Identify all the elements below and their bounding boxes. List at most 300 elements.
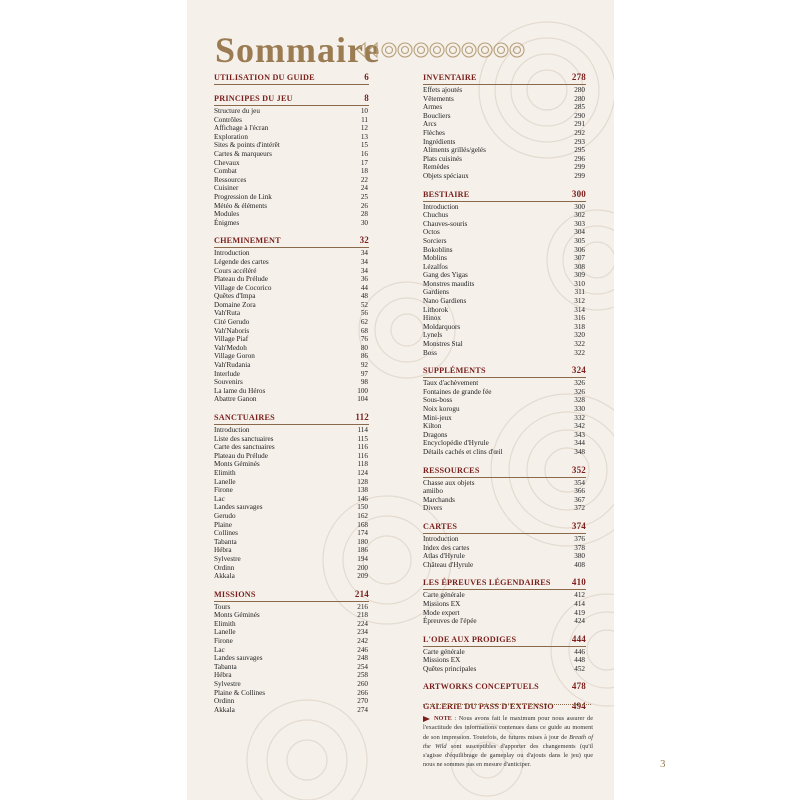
toc-entry-label: Sylvestre xyxy=(214,680,241,689)
title-ornament-band xyxy=(357,40,527,60)
toc-entry-label: Souvenirs xyxy=(214,378,243,387)
toc-entry-page: 18 xyxy=(360,167,368,176)
toc-entry-label: Chauves-souris xyxy=(423,219,468,228)
toc-section xyxy=(214,72,369,85)
toc-entry-label: Fontaines de grande fée xyxy=(423,387,492,396)
toc-entry[interactable] xyxy=(423,288,586,297)
toc-entry-page: 16 xyxy=(360,149,368,158)
toc-entry[interactable] xyxy=(214,275,369,284)
toc-entry[interactable] xyxy=(214,671,369,680)
toc-entry[interactable] xyxy=(214,486,369,495)
toc-entry-page: 114 xyxy=(357,426,368,434)
toc-entry[interactable] xyxy=(214,193,369,202)
toc-entry-page: 300 xyxy=(574,202,585,211)
toc-entry-page: 270 xyxy=(357,697,368,706)
toc-entry-label: Introduction xyxy=(214,249,250,258)
toc-section-heading[interactable]: MISSIONS 214 xyxy=(214,589,369,602)
toc-entry-label: Cité Gerudo xyxy=(214,318,250,327)
toc-entry-page: 52 xyxy=(360,300,368,309)
toc-entry[interactable] xyxy=(214,167,369,176)
toc-entry-list xyxy=(423,591,586,625)
toc-entry[interactable] xyxy=(214,395,369,404)
note-divider xyxy=(423,704,591,705)
toc-entry[interactable] xyxy=(214,460,369,469)
toc-entry[interactable] xyxy=(214,603,369,612)
toc-entry-label: Ordinn xyxy=(214,563,235,572)
toc-entry-label: Elimith xyxy=(214,619,236,628)
toc-entry[interactable] xyxy=(423,379,586,388)
toc-section-heading[interactable]: GALERIE DU PASS D'EXTENSIO 494 xyxy=(423,701,586,712)
toc-entry-page: 424 xyxy=(574,617,585,626)
toc-entry[interactable] xyxy=(214,546,369,555)
toc-entry-label: Carte générale xyxy=(423,591,465,600)
toc-entry[interactable] xyxy=(423,211,586,220)
toc-entry-page: 448 xyxy=(574,656,585,665)
toc-entry[interactable] xyxy=(423,479,586,488)
toc-entry-page: 115 xyxy=(357,434,368,443)
toc-entry-label: Quêtes d'Impa xyxy=(214,292,256,301)
toc-entry-label: Sorciers xyxy=(423,236,447,245)
toc-entry-page: 372 xyxy=(574,504,585,513)
toc-entry[interactable] xyxy=(214,426,369,435)
toc-entry-label: Vah'Ruta xyxy=(214,309,241,318)
toc-entry[interactable] xyxy=(423,431,586,440)
toc-entry-label: Tabanta xyxy=(214,537,237,546)
toc-section xyxy=(423,521,586,569)
toc-entry[interactable] xyxy=(214,620,369,629)
toc-entry-label: Landes sauvages xyxy=(214,503,263,512)
toc-entry-label: Vah'Rudania xyxy=(214,361,251,370)
toc-entry[interactable] xyxy=(423,297,586,306)
toc-entry-page: 258 xyxy=(357,671,368,680)
toc-entry-label: Objets spéciaux xyxy=(423,171,469,180)
toc-entry-page: 146 xyxy=(357,494,368,503)
toc-entry-page: 280 xyxy=(574,86,585,94)
toc-entry[interactable] xyxy=(423,331,586,340)
toc-entry-label: Carte des sanctuaires xyxy=(214,443,275,452)
toc-entry[interactable] xyxy=(214,159,369,168)
toc-entry[interactable] xyxy=(214,646,369,655)
toc-entry[interactable] xyxy=(214,176,369,185)
toc-entry-page: 293 xyxy=(574,137,585,146)
toc-entry-label: Modules xyxy=(214,210,240,219)
toc-entry[interactable] xyxy=(423,561,586,570)
toc-entry-label: Octos xyxy=(423,228,440,237)
toc-entry-page: 296 xyxy=(574,154,585,163)
toc-entry-page: 234 xyxy=(357,628,368,637)
toc-entry[interactable] xyxy=(214,654,369,663)
toc-entry[interactable] xyxy=(423,228,586,237)
toc-entry[interactable] xyxy=(423,349,586,358)
toc-entry-label: Gardiens xyxy=(423,288,449,297)
toc-entry-label: Hinox xyxy=(423,314,441,323)
toc-entry-label: Chasse aux objets xyxy=(423,478,475,487)
toc-entry[interactable] xyxy=(214,443,369,452)
toc-entry[interactable] xyxy=(214,210,369,219)
toc-entry-list xyxy=(214,107,369,227)
toc-entry-page: 316 xyxy=(574,314,585,323)
toc-section-heading[interactable]: CHEMINEMENT 32 xyxy=(214,235,369,248)
toc-entry-label: Chuchus xyxy=(423,211,449,220)
toc-entry[interactable] xyxy=(214,538,369,547)
toc-entry[interactable] xyxy=(423,86,586,95)
toc-entry[interactable] xyxy=(423,220,586,229)
toc-entry-page: 80 xyxy=(360,343,368,352)
toc-entry[interactable] xyxy=(214,184,369,193)
toc-entry-page: 348 xyxy=(574,447,585,456)
toc-entry-label: Introduction xyxy=(214,426,250,434)
toc-entry[interactable] xyxy=(214,318,369,327)
toc-entry[interactable] xyxy=(423,617,586,626)
toc-entry[interactable] xyxy=(423,112,586,121)
toc-entry[interactable] xyxy=(423,263,586,272)
toc-entry[interactable] xyxy=(214,107,369,116)
toc-entry[interactable] xyxy=(423,163,586,172)
toc-entry-page: 343 xyxy=(574,430,585,439)
toc-entry[interactable] xyxy=(214,495,369,504)
toc-entry[interactable] xyxy=(214,361,369,370)
toc-entry-label: Carte générale xyxy=(423,647,465,656)
toc-entry-label: Détails cachés et clins d'œil xyxy=(423,447,503,456)
toc-entry[interactable] xyxy=(214,378,369,387)
toc-entry-page: 274 xyxy=(357,705,368,714)
toc-entry[interactable] xyxy=(423,340,586,349)
toc-entry[interactable] xyxy=(423,544,586,553)
toc-entry-page: 367 xyxy=(574,495,585,504)
note-arrow-icon xyxy=(423,715,432,723)
toc-entry-page: 44 xyxy=(360,283,368,292)
toc-entry-label: Elimith xyxy=(214,468,236,477)
toc-entry[interactable] xyxy=(214,503,369,512)
toc-entry-label: Interlude xyxy=(214,369,240,378)
toc-entry-label: Plateau du Prélude xyxy=(214,275,268,284)
toc-entry-label: Lynels xyxy=(423,331,443,340)
toc-entry-label: Marchands xyxy=(423,495,455,504)
toc-entry-label: Cuisiner xyxy=(214,184,239,193)
toc-entry-label: Noix korogu xyxy=(423,405,460,413)
toc-entry-page: 380 xyxy=(574,552,585,561)
guide-page xyxy=(187,0,614,800)
toc-entry-page: 68 xyxy=(360,326,368,335)
toc-entry-label: Village Goron xyxy=(214,352,255,361)
toc-entry-page: 246 xyxy=(357,645,368,654)
toc-entry[interactable] xyxy=(214,611,369,620)
toc-entry[interactable] xyxy=(214,452,369,461)
toc-entry-label: Progression de Link xyxy=(214,192,272,201)
toc-entry-label: Divers xyxy=(423,504,443,513)
toc-entry[interactable] xyxy=(214,267,369,276)
toc-entry[interactable] xyxy=(423,254,586,263)
toc-entry-page: 332 xyxy=(574,413,585,422)
toc-entry-label: Vah'Medoh xyxy=(214,343,247,352)
toc-entry[interactable] xyxy=(214,387,369,396)
toc-entry-page: 97 xyxy=(360,369,368,378)
toc-entry-page: 304 xyxy=(574,228,585,237)
toc-entry-label: Lithorok xyxy=(423,305,449,314)
toc-entry-page: 242 xyxy=(357,637,368,646)
toc-entry-label: Monts Géminés xyxy=(214,611,260,620)
toc-entry[interactable] xyxy=(423,138,586,147)
toc-entry[interactable] xyxy=(423,422,586,431)
toc-entry-label: Collines xyxy=(214,529,238,538)
toc-entry-page: 366 xyxy=(574,487,585,496)
toc-entry[interactable] xyxy=(423,95,586,104)
toc-section-heading[interactable]: PRINCIPES DU JEU 8 xyxy=(214,93,369,106)
toc-entry-label: Missions EX xyxy=(423,656,461,665)
toc-section-heading[interactable]: SANCTUAIRES 112 xyxy=(214,412,369,425)
toc-section xyxy=(423,189,586,358)
toc-entry-page: 342 xyxy=(574,422,585,431)
toc-entry[interactable] xyxy=(423,172,586,181)
toc-entry-page: 12 xyxy=(360,124,368,133)
toc-entry-label: Flèches xyxy=(423,128,445,137)
toc-entry-label: Aliments grillés/gelés xyxy=(423,146,486,155)
toc-entry-page: 290 xyxy=(574,111,585,120)
toc-entry-label: Moldarquors xyxy=(423,322,461,331)
toc-entry[interactable] xyxy=(214,258,369,267)
toc-entry[interactable] xyxy=(423,314,586,323)
toc-section xyxy=(214,235,369,404)
toc-section xyxy=(423,634,586,674)
toc-entry[interactable] xyxy=(423,120,586,129)
toc-entry-label: Plats cuisinés xyxy=(423,154,462,163)
toc-entry-list xyxy=(423,535,586,569)
toc-entry-page: 100 xyxy=(357,386,368,395)
toc-entry[interactable] xyxy=(214,435,369,444)
toc-entry[interactable] xyxy=(214,521,369,530)
toc-entry-label: Quêtes principales xyxy=(423,664,477,673)
toc-section-heading[interactable]: INVENTAIRE 278 xyxy=(423,72,586,85)
toc-entry[interactable] xyxy=(423,665,586,674)
toc-entry-page: 76 xyxy=(360,335,368,344)
toc-entry-label: Introduction xyxy=(423,534,459,543)
toc-entry[interactable] xyxy=(423,323,586,332)
toc-entry-page: 326 xyxy=(574,387,585,396)
toc-entry-label: Taux d'achèvement xyxy=(423,379,479,388)
toc-section xyxy=(423,72,586,181)
toc-entry-label: Firone xyxy=(214,486,233,495)
toc-entry[interactable] xyxy=(214,335,369,344)
toc-entry[interactable] xyxy=(423,439,586,448)
toc-entry-label: Hébra xyxy=(214,546,232,555)
toc-entry[interactable] xyxy=(423,271,586,280)
toc-entry[interactable] xyxy=(423,552,586,561)
toc-entry-label: Moblins xyxy=(423,254,447,263)
toc-entry-label: Tabanta xyxy=(214,662,237,671)
toc-entry-list xyxy=(423,379,586,456)
toc-entry[interactable] xyxy=(214,637,369,646)
toc-entry-page: 28 xyxy=(360,210,368,219)
toc-entry[interactable] xyxy=(214,327,369,336)
toc-entry-label: Sous-boss xyxy=(423,396,453,405)
toc-entry[interactable] xyxy=(423,146,586,155)
toc-entry-page: 412 xyxy=(574,591,585,600)
toc-entry[interactable] xyxy=(214,529,369,538)
toc-entry-list xyxy=(423,86,586,181)
toc-entry[interactable] xyxy=(423,405,586,414)
toc-section xyxy=(423,465,586,513)
toc-entry[interactable] xyxy=(214,478,369,487)
toc-entry[interactable] xyxy=(423,246,586,255)
toc-entry[interactable] xyxy=(423,388,586,397)
toc-entry[interactable] xyxy=(214,697,369,706)
toc-entry[interactable] xyxy=(423,155,586,164)
toc-entry-page: 322 xyxy=(574,340,585,349)
toc-entry[interactable] xyxy=(423,656,586,665)
toc-entry[interactable] xyxy=(214,116,369,125)
toc-entry-page: 303 xyxy=(574,219,585,228)
toc-entry-label: Mode expert xyxy=(423,608,460,617)
toc-entry[interactable] xyxy=(423,448,586,457)
toc-entry-page: 248 xyxy=(357,654,368,663)
toc-entry-label: Monstres maudits xyxy=(423,279,475,288)
toc-entry-page: 138 xyxy=(357,486,368,495)
toc-entry-page: 291 xyxy=(574,120,585,129)
toc-section xyxy=(423,577,586,625)
toc-entry-label: Lac xyxy=(214,645,225,654)
toc-entry[interactable] xyxy=(214,512,369,521)
toc-entry[interactable] xyxy=(214,301,369,310)
toc-entry[interactable] xyxy=(214,628,369,637)
toc-entry-page: 13 xyxy=(360,132,368,141)
toc-entry[interactable] xyxy=(214,706,369,715)
toc-entry-page: 280 xyxy=(574,94,585,103)
toc-entry[interactable] xyxy=(423,414,586,423)
toc-entry-label: Exploration xyxy=(214,132,248,141)
toc-entry[interactable] xyxy=(423,203,586,212)
toc-entry-page: 180 xyxy=(357,537,368,546)
toc-entry[interactable] xyxy=(214,689,369,698)
toc-entry-label: Météo & éléments xyxy=(214,201,268,210)
toc-section xyxy=(214,412,369,581)
toc-entry-page: 419 xyxy=(574,608,585,617)
toc-entry-label: Sites & points d'intérêt xyxy=(214,141,280,150)
toc-entry[interactable] xyxy=(214,292,369,301)
toc-entry[interactable] xyxy=(423,591,586,600)
toc-entry-page: 330 xyxy=(574,405,585,413)
toc-entry[interactable] xyxy=(214,133,369,142)
toc-entry[interactable] xyxy=(214,219,369,228)
toc-entry-label: Akkala xyxy=(214,572,235,581)
toc-entry[interactable] xyxy=(423,103,586,112)
toc-entry-page: 314 xyxy=(574,305,585,314)
toc-entry[interactable] xyxy=(214,564,369,573)
toc-entry-page: 24 xyxy=(360,184,368,193)
toc-entry[interactable] xyxy=(214,202,369,211)
toc-section-heading[interactable]: L'ODE AUX PRODIGES 444 xyxy=(423,634,586,647)
toc-entry-label: Affichage à l'écran xyxy=(214,124,269,133)
toc-section-heading[interactable]: CARTES 374 xyxy=(423,521,586,534)
toc-entry-label: Firone xyxy=(214,637,233,646)
toc-entry-label: Combat xyxy=(214,167,237,176)
toc-entry[interactable] xyxy=(423,535,586,544)
toc-section-heading[interactable]: SUPPLÉMENTS 324 xyxy=(423,365,586,378)
toc-entry-label: Cartes & marqueurs xyxy=(214,149,272,158)
toc-entry[interactable] xyxy=(214,141,369,150)
toc-entry-page: 310 xyxy=(574,279,585,288)
toc-entry-label: Abattre Ganon xyxy=(214,395,257,404)
toc-entry-page: 56 xyxy=(360,309,368,318)
toc-entry[interactable] xyxy=(423,280,586,289)
toc-entry[interactable] xyxy=(214,572,369,581)
toc-entry-page: 150 xyxy=(357,503,368,512)
toc-entry-page: 322 xyxy=(574,348,585,357)
toc-entry-page: 104 xyxy=(357,395,368,404)
toc-entry[interactable] xyxy=(214,555,369,564)
toc-entry-page: 200 xyxy=(357,563,368,572)
toc-entry-label: Boucliers xyxy=(423,111,451,120)
toc-entry-label: Chevaux xyxy=(214,158,240,167)
toc-entry[interactable] xyxy=(214,309,369,318)
toc-entry[interactable] xyxy=(423,237,586,246)
toc-entry-page: 124 xyxy=(357,468,368,477)
toc-entry[interactable] xyxy=(423,487,586,496)
toc-entry-page: 266 xyxy=(357,688,368,697)
toc-entry-label: Épreuves de l'épée xyxy=(423,617,477,626)
toc-entry-page: 446 xyxy=(574,647,585,656)
toc-entry[interactable] xyxy=(214,370,369,379)
toc-entry[interactable] xyxy=(423,504,586,513)
toc-section-heading[interactable]: ARTWORKS CONCEPTUELS 478 xyxy=(423,681,586,692)
toc-entry-label: Dragons xyxy=(423,430,448,439)
toc-entry[interactable] xyxy=(214,344,369,353)
toc-entry-label: Plaine & Collines xyxy=(214,688,266,697)
toc-entry-page: 305 xyxy=(574,236,585,245)
toc-entry-page: 186 xyxy=(357,546,368,555)
toc-entry[interactable] xyxy=(214,469,369,478)
toc-entry[interactable] xyxy=(214,249,369,258)
toc-entry-page: 26 xyxy=(360,201,368,210)
toc-section-heading[interactable]: LES ÉPREUVES LÉGENDAIRES 410 xyxy=(423,577,586,590)
note-text-2: sont susceptibles d'apporter des changements (qu'il s'agisse d'équilibrage de gameplay ou d'ajouts dans le jeu) que nous ne sommes pas en mesure d'anticiper. xyxy=(423,742,593,769)
toc-entry[interactable] xyxy=(214,150,369,159)
toc-entry-page: 15 xyxy=(360,141,368,150)
toc-entry-page: 11 xyxy=(361,115,368,124)
page-title: Sommaire xyxy=(215,30,381,70)
toc-entry[interactable] xyxy=(423,600,586,609)
toc-entry[interactable] xyxy=(423,496,586,505)
toc-entry-page: 414 xyxy=(574,599,585,608)
toc-entry[interactable] xyxy=(214,663,369,672)
toc-entry[interactable] xyxy=(423,306,586,315)
toc-entry-label: Remèdes xyxy=(423,163,450,172)
toc-entry-label: Index des cartes xyxy=(423,543,470,552)
toc-entry[interactable] xyxy=(423,129,586,138)
toc-entry[interactable] xyxy=(423,648,586,657)
toc-entry[interactable] xyxy=(423,396,586,405)
toc-entry-page: 354 xyxy=(574,478,585,487)
toc-entry-label: Monstres Stal xyxy=(423,340,463,349)
toc-entry[interactable] xyxy=(214,680,369,689)
toc-section-heading[interactable]: UTILISATION DU GUIDE 6 xyxy=(214,72,369,85)
toc-entry[interactable] xyxy=(214,124,369,133)
toc-section-heading[interactable]: RESSOURCES 352 xyxy=(423,465,586,478)
toc-entry-label: Nano Gardiens xyxy=(423,297,467,306)
toc-section-heading[interactable]: BESTIAIRE 300 xyxy=(423,189,586,202)
toc-entry-label: Village Piaf xyxy=(214,335,249,344)
toc-entry-page: 302 xyxy=(574,211,585,220)
toc-entry-label: Atlas d'Hyrule xyxy=(423,552,465,561)
page-number: 3 xyxy=(660,758,666,770)
toc-entry[interactable] xyxy=(214,284,369,293)
toc-entry-label: Plateau du Prélude xyxy=(214,451,268,460)
toc-entry[interactable] xyxy=(423,609,586,618)
toc-entry-label: Structure du jeu xyxy=(214,107,260,115)
toc-entry-page: 216 xyxy=(357,602,368,611)
toc-entry[interactable] xyxy=(214,352,369,361)
toc-entry-page: 299 xyxy=(574,171,585,180)
toc-entry-page: 299 xyxy=(574,163,585,172)
